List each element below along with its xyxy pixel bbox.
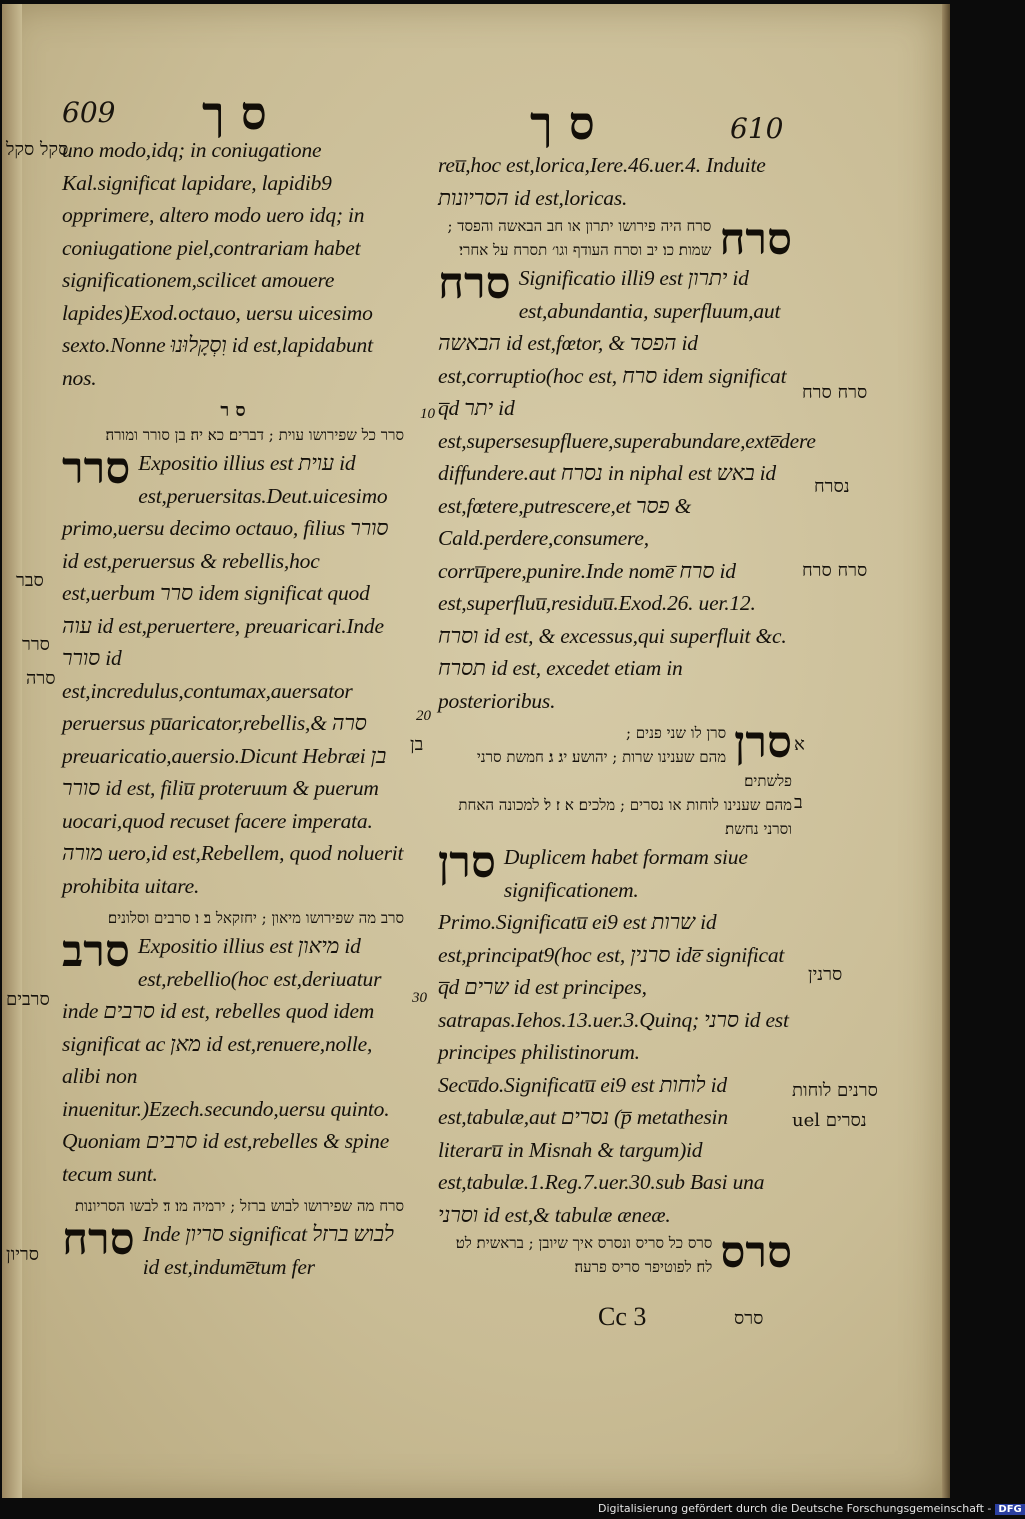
footer-text: Digitalisierung gefördert durch die Deutsche Forschungsgemeinschaft - (598, 1502, 992, 1515)
right-margin-note-2: נסרח (814, 476, 850, 497)
signature-mark: Cc 3 (598, 1302, 647, 1331)
right-page-number: 610 (730, 112, 784, 145)
entry-lemma-srch-top: סרח (719, 214, 792, 265)
entry-lemma-srn: סרן (438, 837, 496, 888)
right-running-header: ס ך (530, 96, 595, 150)
line-number-30: 30 (412, 990, 427, 1006)
right-column (438, 149, 816, 1279)
right-margin-note-3: סרח סרח (802, 560, 868, 581)
entry-text-srn-secundo: Secu̅do.Significatu̅ ei9 est לוחות id est,tabulæ,aut נסרים (p̅ metathesin literaru̅ in Misnah & targum)id est,tabulæ.1.Reg.7.uer.30.sub Basi una וסרני id est,& tabulæ æneæ. (438, 1072, 765, 1227)
right-margin-note-a: א (794, 734, 805, 755)
entry-text-srych: Inde סריון significat לבוש ברזל id est,indume̅tum fer (142, 1222, 394, 1279)
left-page-number: 609 (62, 96, 116, 129)
left-margin-note-1: סקל סקל (6, 139, 69, 160)
right-margin-note-6: נסרים uel (792, 1110, 867, 1131)
footer-credit (598, 1502, 1025, 1515)
line-number-10: 10 (420, 406, 435, 422)
line-number-20: 20 (416, 708, 431, 724)
entry-text-srn: Duplicem habet formam siue significationem. (503, 845, 748, 902)
entry-lemma-srb: סרב (62, 926, 130, 977)
left-running-header: ס ך (202, 86, 267, 140)
right-margin-note-1: סרח סרח (802, 382, 868, 403)
right-margin-note-b: ב (794, 792, 803, 813)
left-margin-note-3: סרר (22, 634, 50, 655)
entry-heading-srch: סרח היה פירושו יתרון או חב הבאשה והפסד ; שמות׃ כו׃ יב וסרח העודף וגו׳ תסרח על אחרי׃ (447, 217, 712, 259)
entry-heading-srn-1: סרן לו שני פנים ; (625, 724, 727, 742)
entry-text-srn-primo: Primo.Significatu̅ ei9 est שרות id est,principat9(hoc est, סרנין ide̅ significat q̅d שרים id est principes, satrapas.Iehos.13.uer.3.Quinq; סרני id est principes philistinorum. (438, 910, 789, 1064)
entry-text-srb: Expositio illius est מיאון id est,rebellio(hoc est,deriuatur inde סרבים id est, rebelles quod idem significat ac מאן id est,renuere,nolle, alibi non inuenitur.)Ezech.secundo,uersu quinto. Quoniam סרבים id est,rebelles & spine tecum sunt. (62, 934, 390, 1186)
entry-heading-srb: סרב מה שפירושו מיאון ; יחזקאל ב׃ ו׃ סרבים וסלונים׃ (107, 909, 404, 927)
entry-text-srch: Significatio illi9 est יתרון id est,abundantia, superfluum,aut הבאשה id est,fœtor, & הפסד id est,corruptio(hoc est, סרח idem significat q̅d יתר id est,supersesupfluere,superabundare,exte̅dere diffundere.aut נסרח in niphal est באש id est,fœtere,putrescere,et פסר & Cald.perdere,consumere, corru̅pere,punire.Inde nome̅ סרח id est,superfluu̅,residuu̅.Exod.26. uer.12. וסרח id est, & excessus,qui superfluit &c. תסרח id est, excedet etiam in posterioribus. (438, 266, 816, 713)
left-margin-note-7: סריון (6, 1244, 39, 1265)
left-margin-note-4: סרה (26, 668, 56, 689)
entry-heading-srych: סרח מה שפירושו לבוש ברזל ; ירמיה מו׃ ד׃ לבשו הסריונות׃ (74, 1197, 404, 1215)
page-gutter (2, 4, 22, 1498)
entry-text-srr: Expositio illius est עוית id est,peruersitas.Deut.uicesimo primo,uersu decimo octauo, filius סורר id est,peruersus & rebellis,hoc est,uerbum סרר idem significat quod עוה id est,peruertere, preuaricari.Inde סורר id est,incredulus,contumax,auersator peruersus pu̅aricator,rebellis,& סרה preuaricatio,auersio.Dicunt Hebræi בן סורר id est, filiu̅ proteruum & puerum uocari,quod recuset facere imperata. מורה uero,id est,Rebellem, quod noluerit prohibita uitare. (62, 451, 404, 898)
right-margin-note-4: סרנין (808, 964, 843, 985)
right-intro-text: reu̅,hoc est,lorica,Iere.46.uer.4. Induite הסריונות id est,loricas. (438, 153, 766, 210)
page-edge (942, 4, 950, 1498)
entry-heading-srn-2: מהם שענינו שרות ; יהושע׃ יג׃ ג׃ חמשת סרני פלשתים׃ (476, 748, 792, 790)
left-margin-note-5: בן (410, 734, 424, 755)
entry-heading-srs: סרס כל סריס ונסרס איך שיובן ; בראשית׃ לט׃ לח׃ לפוטיפר סריס פרעה׃ (455, 1234, 713, 1276)
entry-lemma-srych: סרח (62, 1214, 135, 1265)
entry-heading-srr: סרר כל שפירושו עוית ; דברים׃ כא׃ יה׃ בן סורר ומורה׃ (105, 426, 404, 444)
dfg-logo: DFG (995, 1504, 1024, 1515)
book-page (2, 4, 942, 1498)
left-intro-text: uno modo,idq; in coniugatione Kal.significat lapidare, lapidib9 opprimere, altero modo uero idq; in coniugatione piel,contrariam habet significationem,scilicet amouere lapides)Exod.octauo, uersu uicesimo sexto.Nonne וִסְקָלוּנוּ id est,lapidabunt nos. (62, 138, 373, 390)
right-margin-note-5: סרנים לוחות (792, 1080, 878, 1101)
entry-heading-srn-3: מהם שענינו לוחות או נסרים ; מלכים׃ א׃ ז׃ ל׃ למכונה האחת וסרני נחשת׃ (458, 796, 792, 838)
catchword: סרס (734, 1308, 764, 1329)
left-column (62, 134, 404, 1283)
left-margin-note-2: סבר (16, 570, 44, 591)
left-margin-note-6: סרבים (6, 989, 50, 1010)
entry-lemma-srch: סרח (438, 258, 511, 309)
entry-lemma-srr: סרר (62, 443, 131, 494)
entry-lemma-srs: סרס (720, 1227, 792, 1278)
entry-lemma-srn-top: סרן (734, 717, 792, 768)
section-mark: ס ר (220, 400, 246, 421)
